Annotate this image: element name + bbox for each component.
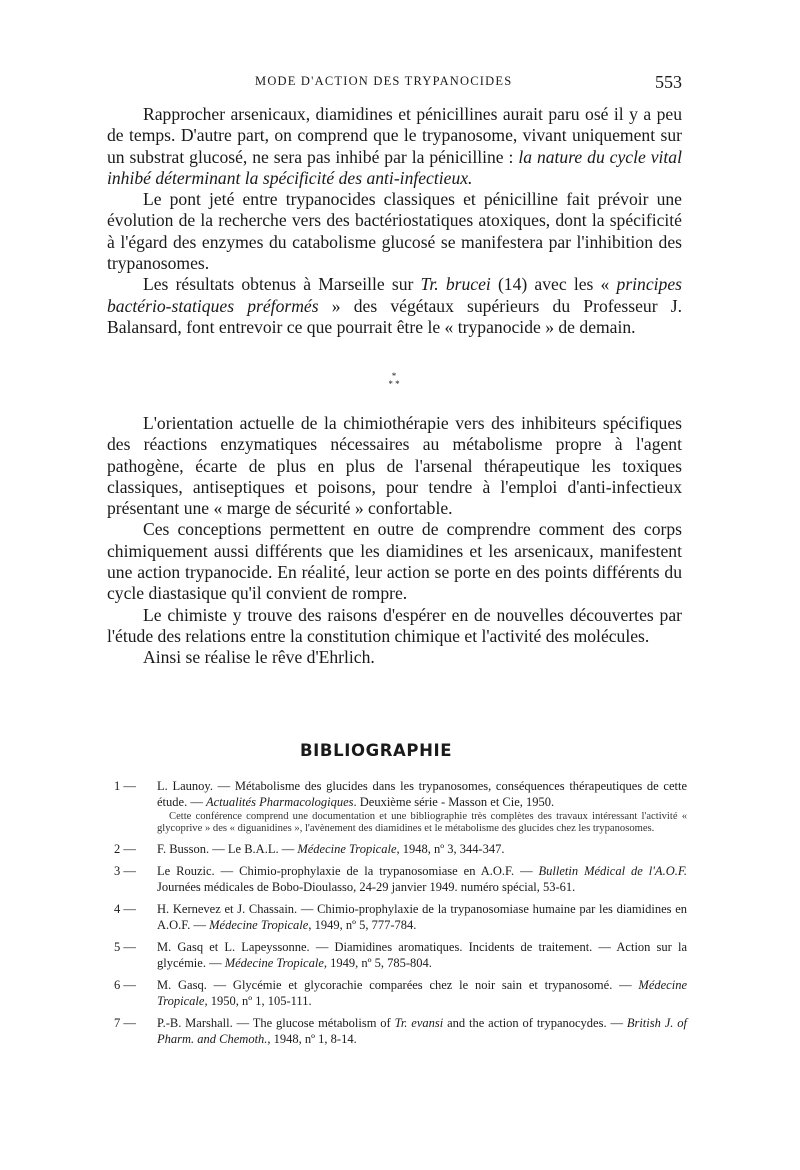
bibliography-entry-number: 4 — — [114, 902, 136, 916]
paragraph-3-text-c: » des végétaux supérieurs du Professeur J. Balansard, font entrevoir ce que pourrait être le « trypanocide » de demain. — [107, 295, 682, 337]
bibliography-source-title: Médecine Tropicale — [297, 842, 397, 856]
paragraph-1-emphasis: la nature du cycle vital inhibé déterminant la spécificité des anti-infectieux. — [107, 146, 682, 188]
paragraph-1 — [107, 104, 682, 189]
paragraph-3 — [107, 274, 682, 338]
bibliography-entry-number: 6 — — [114, 978, 136, 992]
bibliography-entry-note: Cette conférence comprend une documentation et une bibliographie très complètes des travaux intéressant l'activité « glycoprive » des « diguanidines », l'avènement des diamidines et le métabolisme des glucides chez les trypanosomes. — [157, 811, 687, 834]
paragraph-6: Le chimiste y trouve des raisons d'espérer en de nouvelles découvertes par l'étude des relations entre la constitution chimique et l'activité des molécules. — [107, 604, 682, 646]
bibliography-text-part: Journées médicales de Bobo-Dioulasso, 24-29 janvier 1949. numéro spécial, 53-61. — [157, 880, 576, 894]
bibliography-source-title: Médecine Tropicale — [224, 956, 324, 970]
bibliography-source-title: Bulletin Médical de l'A.O.F. — [538, 864, 687, 878]
bibliography-source-title: Médecine Tropicale — [209, 918, 309, 932]
bibliography-entry — [107, 863, 687, 895]
bibliography-text-part: F. Busson. — Le B.A.L. — — [157, 842, 298, 856]
bibliography-heading: BIBLIOGRAPHIE — [300, 741, 453, 760]
bibliography-text-part: L. Launoy. — Métabolisme des glucides dans les trypanosomes, conséquences thérapeutiques de cette étude. — — [157, 779, 687, 809]
bibliography-entry-text — [157, 939, 687, 971]
running-title: MODE D'ACTION DES TRYPANOCIDES — [255, 74, 513, 88]
bibliography-text-part: , 1949, nº 5, 777-784. — [308, 918, 417, 932]
bibliography-entry-number: 7 — — [114, 1016, 136, 1030]
bibliography-entry — [107, 841, 687, 857]
bibliography-text-part: . Deuxième série - Masson et Cie, 1950. — [353, 795, 555, 809]
paragraph-3-emphasis: principes bactério-statiques préformés — [107, 274, 682, 316]
bibliography-text-part: , 1949, nº 5, 785-804. — [323, 956, 432, 970]
bibliography-source-title: Tr. evansi — [394, 1016, 444, 1030]
paragraph-1-text: Rapprocher arsenicaux, diamidines et pénicillines aurait paru osé il y a peu de temps. D'autre part, on comprend que le trypanosome, vivant uniquement sur un substrat glucosé, ne sera pas inhibé par la pénicilline : — [107, 104, 682, 167]
bibliography-entry — [107, 977, 687, 1009]
bibliography-entry-text — [157, 901, 687, 933]
bibliography-entry — [107, 1015, 687, 1047]
bibliography-text-part: M. Gasq. — Glycémie et glycorachie comparées chez le noir sain et trypanosomé. — — [157, 978, 639, 992]
bibliography-entry — [107, 778, 687, 835]
body-block-2 — [107, 413, 682, 669]
bibliography-entry-text — [157, 1015, 687, 1047]
bibliography-text-part: , 1950, nº 1, 105-111. — [204, 994, 312, 1008]
paragraph-3-text-a: Les résultats obtenus à Marseille sur — [143, 274, 421, 295]
paragraph-2: Le pont jeté entre trypanocides classiques et pénicilline fait prévoir une évolution de la recherche vers des bactériostatiques atoxiques, dont la spécificité à l'égard des enzymes du catabolisme glucosé se manifestera par l'inhibition des trypanosomes. — [107, 189, 682, 274]
bibliography-list — [107, 778, 687, 1053]
bibliography-text-part: , 1948, nº 3, 344-347. — [396, 842, 505, 856]
paragraph-4: L'orientation actuelle de la chimiothérapie vers des inhibiteurs spécifiques des réactions enzymatiques nécessaires au métabolisme propre à l'agent pathogène, écarte de plus en plus de l'arsenal thérapeutique les toxiques classiques, antiseptiques et poisons, pour tendre à l'emploi d'anti-infectieux présentant une « marge de sécurité » confortable. — [107, 413, 682, 519]
bibliography-source-title: Médecine Tropicale — [157, 978, 687, 1008]
bibliography-source-title: British J. of Pharm. and Chemoth. — [157, 1016, 687, 1046]
bibliography-text-part: and the action of trypanocydes. — — [443, 1016, 627, 1030]
bibliography-entry-number: 3 — — [114, 864, 136, 878]
asterism — [374, 372, 414, 388]
bibliography-entry — [107, 939, 687, 971]
bibliography-entry-number: 1 — — [114, 779, 136, 793]
bibliography-text-part: M. Gasq et L. Lapeyssonne. — Diamidines aromatiques. Incidents de traitement. — Action sur la glycémie. — — [157, 940, 687, 970]
page-number: 553 — [655, 72, 682, 92]
bibliography-text-part: H. Kernevez et J. Chassain. — Chimio-prophylaxie de la trypanosomiase humaine par les diamidines en A.O.F. — — [157, 902, 687, 932]
paragraph-3-species: Tr. brucei — [420, 274, 491, 295]
paragraph-7: Ainsi se réalise le rêve d'Ehrlich. — [143, 647, 375, 668]
bibliography-source-title: Actualités Pharmacologiques — [205, 795, 354, 809]
asterism-bottom: * * — [388, 379, 400, 389]
bibliography-entry-number: 2 — — [114, 842, 136, 856]
bibliography-entry-number: 5 — — [114, 940, 136, 954]
running-head — [0, 72, 800, 94]
bibliography-text-part: , 1948, nº 1, 8-14. — [267, 1032, 357, 1046]
bibliography-entry-text — [157, 778, 687, 810]
paragraph-3-text-b: (14) avec les « — [490, 274, 617, 295]
bibliography-text-part: P.-B. Marshall. — The glucose métabolism of — [157, 1016, 395, 1030]
asterism-top: * — [391, 371, 397, 381]
paragraph-5: Ces conceptions permettent en outre de comprendre comment des corps chimiquement aussi différents que les diamidines et les arsenicaux, manifestent une action trypanocide. En réalité, leur action se porte en des points différents du cycle diastasique qu'il convient de rompre. — [107, 519, 682, 604]
bibliography-entry-text — [157, 863, 687, 895]
bibliography-entry-text — [157, 977, 687, 1009]
bibliography-entry-text — [157, 841, 687, 857]
bibliography-entry — [107, 901, 687, 933]
bibliography-text-part: Le Rouzic. — Chimio-prophylaxie de la trypanosomiase en A.O.F. — — [157, 864, 539, 878]
body-block-1 — [107, 104, 682, 338]
